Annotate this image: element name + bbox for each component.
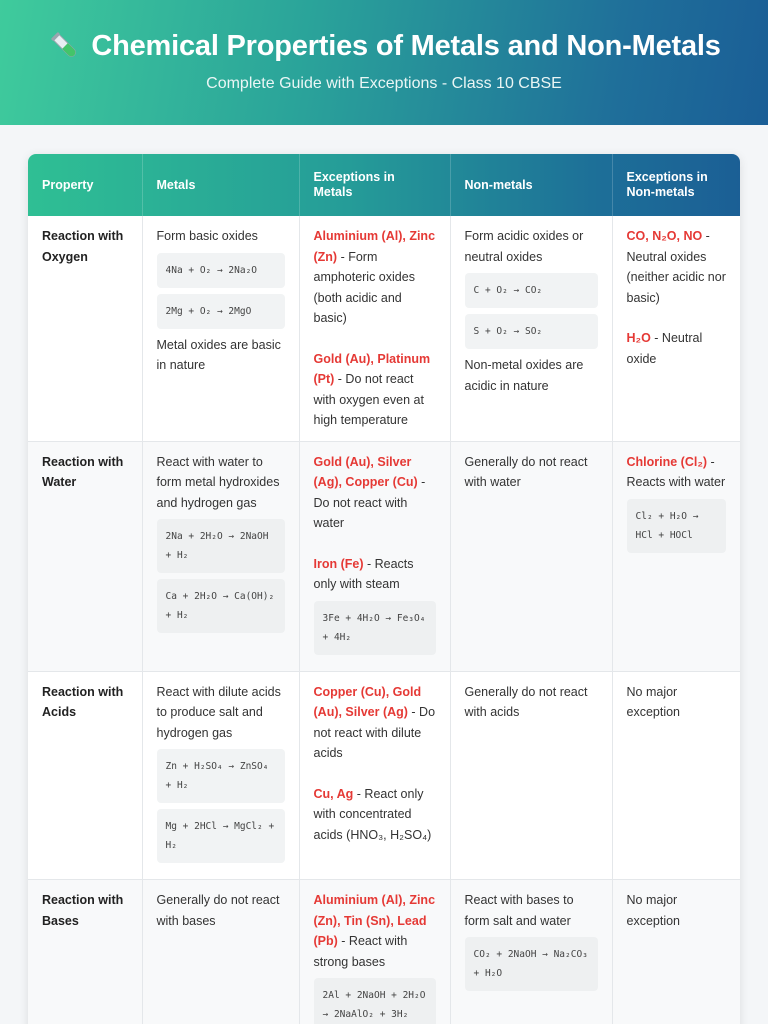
nonmetals-text: Form acidic oxides or neutral oxides: [464, 229, 584, 264]
exception-text: - Do not react with dilute acids: [313, 705, 436, 760]
exception-text: - Do not react with water: [313, 475, 426, 530]
equation: Zn + H₂SO₄ → ZnSO₄ + H₂: [157, 749, 285, 803]
no-exception-text: No major exception: [626, 684, 681, 719]
exceptions-nonmetals-cell: [612, 671, 740, 880]
exception-text: - Do not react with oxygen even at high temperature: [313, 372, 424, 427]
metals-text: React with water to form metal hydroxides and hydrogen gas: [156, 454, 280, 510]
nonmetals-cell: [450, 441, 612, 671]
metals-cell: [142, 671, 299, 880]
exception-text: - React with strong bases: [313, 934, 408, 969]
equation: S + O₂ → SO₂: [465, 314, 598, 349]
exceptions-metals-cell: [299, 441, 450, 671]
exception-highlight: Chlorine (Cl₂): [626, 454, 708, 469]
exception-highlight: Iron (Fe): [313, 556, 364, 571]
exception-highlight: Cu, Ag: [313, 786, 354, 801]
page-title: Chemical Properties of Metals and Non-Metals: [91, 29, 721, 62]
exception-highlight: Aluminium (Al), Zinc (Zn), Tin (Sn), Lead (Pb): [313, 893, 436, 948]
equation: 2Mg + O₂ → 2MgO: [157, 294, 285, 329]
nonmetals-text: React with bases to form salt and water: [464, 893, 574, 928]
exception-highlight: Aluminium (Al), Zinc (Zn): [313, 229, 436, 264]
exceptions-nonmetals-cell: [612, 216, 740, 441]
exception-text: - Form amphoteric oxides (both acidic and basic): [313, 249, 415, 325]
nonmetals-text: Generally do not react with acids: [464, 684, 588, 719]
nonmetals-note: Non-metal oxides are acidic in nature: [464, 358, 584, 393]
metals-cell: [142, 441, 299, 671]
exception-highlight: CO, N₂O, NO: [626, 229, 703, 243]
page-subtitle: Complete Guide with Exceptions - Class 10 CBSE: [206, 75, 562, 92]
exception-highlight: Gold (Au), Platinum (Pt): [313, 351, 431, 386]
equation: Ca + 2H₂O → Ca(OH)₂ + H₂: [157, 579, 285, 633]
equation: Cl₂ + H₂O → HCl + HOCl: [627, 499, 727, 553]
property-cell: Reaction with Acids: [28, 671, 142, 880]
exception-text: - React only with concentrated acids (HNO₃, H₂SO₄): [313, 786, 432, 842]
exception-highlight: Copper (Cu), Gold (Au), Silver (Ag): [313, 684, 422, 719]
properties-table: [28, 154, 740, 1024]
column-header-exceptions-nonmetals: Exceptions in Non-metals: [626, 170, 708, 199]
table-row: [28, 441, 740, 671]
nonmetals-cell: [450, 880, 612, 1024]
table-row: [28, 671, 740, 880]
equation: Mg + 2HCl → MgCl₂ + H₂: [157, 809, 285, 863]
equation: 2Na + 2H₂O → 2NaOH + H₂: [157, 519, 285, 573]
exception-text: - Reacts with water: [626, 454, 726, 489]
table-row: [28, 216, 740, 441]
exceptions-nonmetals-cell: [612, 441, 740, 671]
no-exception-text: No major exception: [626, 893, 681, 928]
column-header-metals: Metals: [142, 154, 299, 216]
page-title-row: [0, 28, 768, 64]
metals-note: Metal oxides are basic in nature: [156, 337, 281, 372]
exceptions-nonmetals-cell: [612, 880, 740, 1024]
exceptions-metals-cell: [299, 880, 450, 1024]
property-cell: Reaction with Bases: [28, 880, 142, 1024]
table-row: [28, 880, 740, 1024]
exceptions-metals-cell: [299, 216, 450, 441]
exception-text: - Neutral oxide: [626, 331, 703, 366]
column-header-nonmetals: Non-metals: [450, 154, 612, 216]
table-header-row: [28, 154, 740, 216]
page-header: [0, 0, 768, 125]
properties-table-card: [28, 154, 740, 1024]
metals-text: React with dilute acids to produce salt and hydrogen gas: [156, 684, 281, 740]
equation: 4Na + O₂ → 2Na₂O: [157, 253, 285, 288]
equation: C + O₂ → CO₂: [465, 273, 598, 308]
nonmetals-text: Generally do not react with water: [464, 454, 588, 489]
equation: 2Al + 2NaOH + 2H₂O → 2NaAlO₂ + 3H₂: [314, 978, 436, 1024]
exception-text: - Reacts only with steam: [313, 556, 414, 591]
metals-text: Form basic oxides: [156, 229, 258, 243]
nonmetals-cell: [450, 216, 612, 441]
equation: CO₂ + 2NaOH → Na₂CO₃ + H₂O: [465, 937, 598, 991]
metals-cell: [142, 880, 299, 1024]
column-header-exceptions-metals: Exceptions in Metals: [299, 154, 450, 216]
exceptions-metals-cell: [299, 671, 450, 880]
nonmetals-cell: [450, 671, 612, 880]
test-tube-icon: [47, 28, 83, 64]
column-header-property: Property: [28, 154, 142, 216]
property-cell: Reaction with Oxygen: [28, 216, 142, 441]
metals-cell: [142, 216, 299, 441]
exception-text: - Neutral oxides (neither acidic nor basic): [626, 229, 726, 305]
equation: 3Fe + 4H₂O → Fe₃O₄ + 4H₂: [314, 601, 436, 655]
property-cell: Reaction with Water: [28, 441, 142, 671]
exception-highlight: Gold (Au), Silver (Ag), Copper (Cu): [313, 454, 418, 489]
exception-highlight: H₂O: [626, 331, 651, 345]
metals-text: Generally do not react with bases: [156, 893, 280, 928]
